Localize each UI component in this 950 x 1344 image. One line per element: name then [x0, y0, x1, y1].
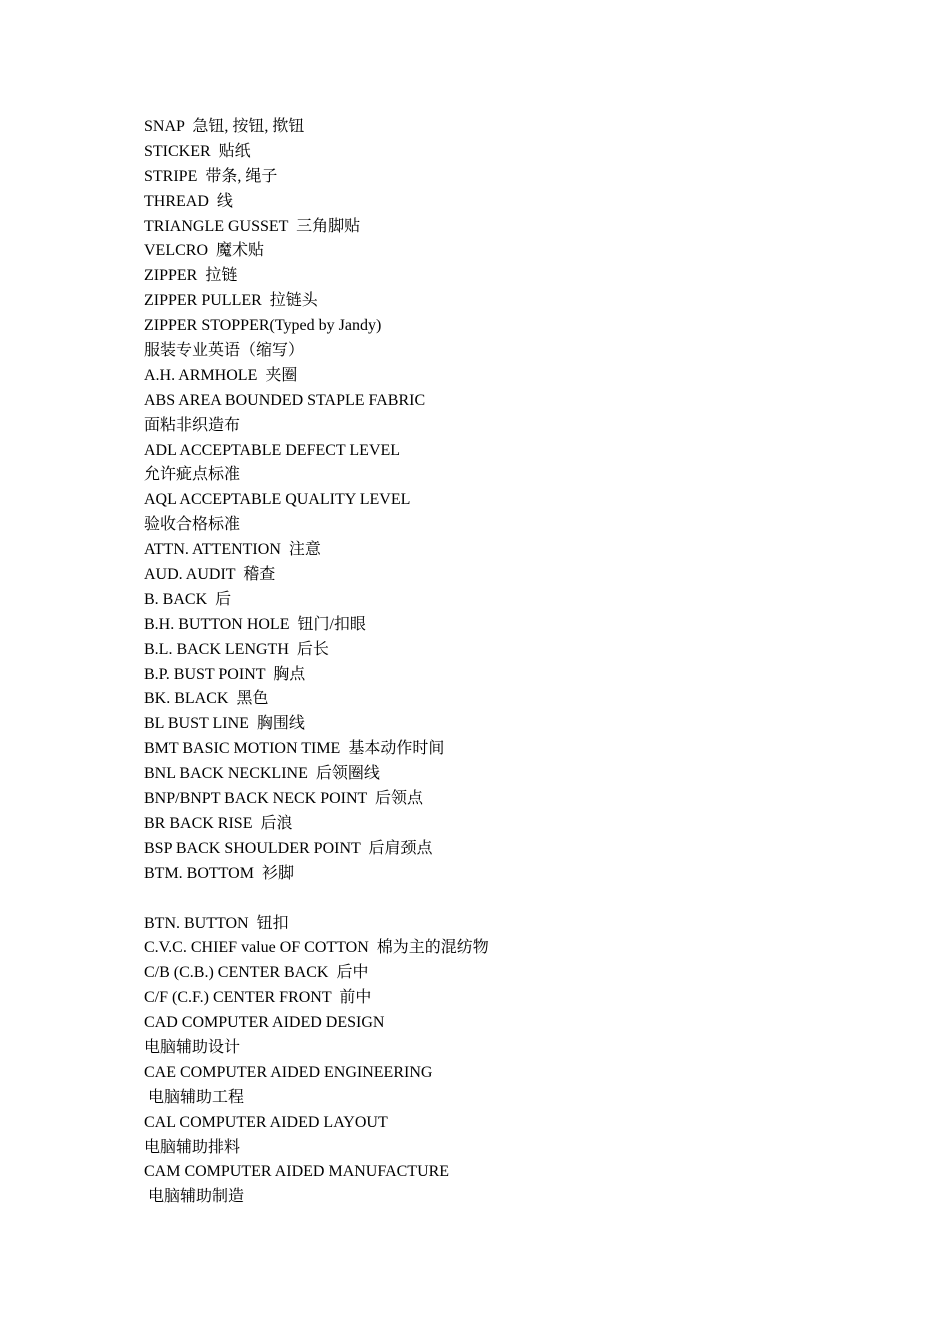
- text-line: BSP BACK SHOULDER POINT 后肩颈点: [144, 839, 433, 857]
- text-line: SNAP 急钮, 按钮, 揿钮: [144, 118, 305, 135]
- text-line: BNP/BNPT BACK NECK POINT 后领点: [144, 790, 424, 808]
- text-line: B. BACK 后: [144, 590, 232, 608]
- text-line: 电脑辅助工程: [144, 1088, 245, 1106]
- text-line: B.P. BUST POINT 胸点: [144, 665, 306, 683]
- text-line: B.L. BACK LENGTH 后长: [144, 640, 329, 658]
- text-line: 面粘非织造布: [144, 416, 241, 434]
- text-line: ABS AREA BOUNDED STAPLE FABRIC: [144, 391, 426, 409]
- text-line: BNL BACK NECKLINE 后领圈线: [144, 765, 380, 783]
- text-line: BTM. BOTTOM 衫脚: [144, 864, 294, 882]
- text-line: 允许疵点标准: [144, 466, 241, 484]
- text-line: CAM COMPUTER AIDED MANUFACTURE: [144, 1163, 450, 1181]
- text-line: AQL ACCEPTABLE QUALITY LEVEL: [144, 491, 411, 509]
- text-line: C.V.C. CHIEF value OF COTTON 棉为主的混纺物: [144, 939, 489, 957]
- text-line: 验收合格标准: [144, 516, 241, 534]
- text-line: C/B (C.B.) CENTER BACK 后中: [144, 964, 369, 982]
- section-heading: 服装专业英语（缩写）: [144, 342, 305, 360]
- text-line: ZIPPER PULLER 拉链头: [144, 292, 318, 310]
- text-line: BR BACK RISE 后浪: [144, 814, 293, 832]
- text-line: BMT BASIC MOTION TIME 基本动作时间: [144, 740, 445, 758]
- text-line: ZIPPER STOPPER(Typed by Jandy): [144, 317, 382, 335]
- glossary-text: [144, 115, 904, 1210]
- text-line: CAD COMPUTER AIDED DESIGN: [144, 1014, 385, 1032]
- text-line: B.H. BUTTON HOLE 钮门/扣眼: [144, 615, 366, 633]
- text-line: CAL COMPUTER AIDED LAYOUT: [144, 1113, 388, 1131]
- text-line: ATTN. ATTENTION 注意: [144, 541, 321, 559]
- text-line: A.H. ARMHOLE 夹圈: [144, 366, 298, 384]
- text-line: VELCRO 魔术贴: [144, 242, 265, 260]
- text-line: TRIANGLE GUSSET 三角脚贴: [144, 217, 361, 235]
- text-line: BL BUST LINE 胸围线: [144, 715, 305, 733]
- text-line: STRIPE 带条, 绳子: [144, 167, 278, 185]
- text-line: ZIPPER 拉链: [144, 267, 238, 285]
- blank-line: [144, 887, 904, 912]
- text-line: 电脑辅助设计: [144, 1038, 241, 1056]
- text-line: BK. BLACK 黑色: [144, 690, 269, 708]
- text-line: THREAD 线: [144, 192, 233, 210]
- text-line: STICKER 贴纸: [144, 142, 251, 160]
- text-line: 电脑辅助排料: [144, 1138, 241, 1156]
- text-line: C/F (C.F.) CENTER FRONT 前中: [144, 989, 372, 1007]
- text-line: CAE COMPUTER AIDED ENGINEERING: [144, 1063, 433, 1081]
- text-line: 电脑辅助制造: [144, 1188, 245, 1206]
- text-line: BTN. BUTTON 钮扣: [144, 914, 289, 932]
- text-line: ADL ACCEPTABLE DEFECT LEVEL: [144, 441, 401, 459]
- text-line: AUD. AUDIT 稽查: [144, 566, 276, 584]
